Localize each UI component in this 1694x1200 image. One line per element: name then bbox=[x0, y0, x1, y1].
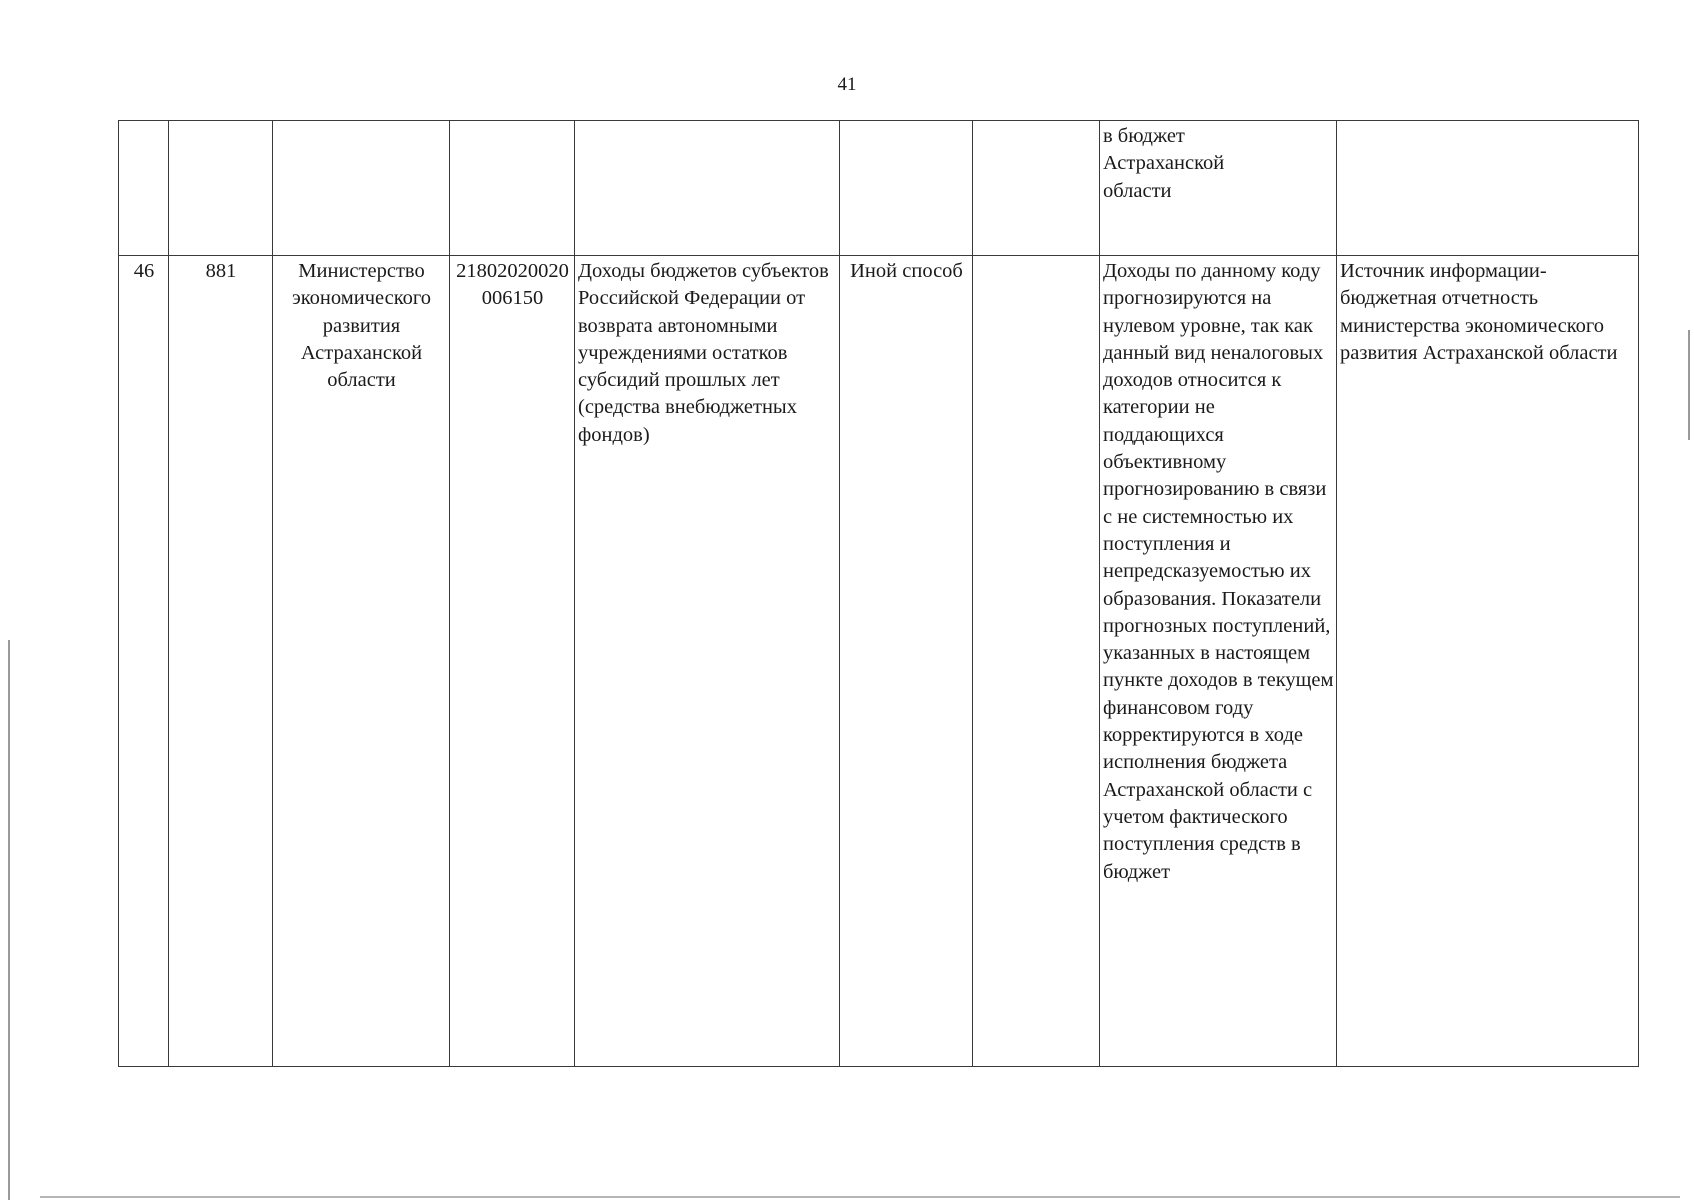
cell-admin-code: 881 bbox=[169, 256, 273, 1067]
table-row bbox=[119, 256, 1639, 1067]
cell-num bbox=[119, 121, 169, 256]
cell-algorithm: Доходы по данному коду прогнозируются на нулевом уровне, так как данный вид неналоговых доходов относится к категории не поддающихся объективному прогнозированию в связи с не системностью их поступления и непредсказуемостью их образования. Показатели прогнозных поступлений, указанных в настоящем пункте доходов в текущем финансовом году корректируются в ходе исполнения бюджета Астраханской области с учетом фактического поступления средств в бюджет bbox=[1100, 256, 1337, 1067]
cell-source: Источник информации-бюджетная отчетность министерства экономического развития Астраханской области bbox=[1337, 256, 1639, 1067]
scan-edge-right bbox=[1688, 330, 1690, 440]
cell-admin-code bbox=[169, 121, 273, 256]
cell-kbk-code bbox=[450, 121, 575, 256]
cell-algorithm: в бюджет Астраханской области bbox=[1100, 121, 1337, 256]
cell-income-name bbox=[575, 121, 840, 256]
cell-income-name: Доходы бюджетов субъектов Российской Федерации от возврата автономными учреждениями остатков субсидий прошлых лет (средства внебюджетных фондов) bbox=[575, 256, 840, 1067]
page-number: 41 bbox=[837, 74, 857, 95]
cell-administrator bbox=[273, 121, 450, 256]
cell-kbk-code: 21802020020006150 bbox=[450, 256, 575, 1067]
cell-administrator: Министерство экономического развития Астраханской области bbox=[273, 256, 450, 1067]
cell-formula bbox=[973, 121, 1100, 256]
table-row bbox=[119, 121, 1639, 256]
revenue-forecast-table bbox=[118, 120, 1639, 1067]
scan-edge-left bbox=[8, 640, 10, 1200]
cell-method bbox=[840, 121, 973, 256]
cell-formula bbox=[973, 256, 1100, 1067]
cell-source bbox=[1337, 121, 1639, 256]
scan-edge-bottom bbox=[40, 1196, 1680, 1198]
cell-method: Иной способ bbox=[840, 256, 973, 1067]
cell-num: 46 bbox=[119, 256, 169, 1067]
